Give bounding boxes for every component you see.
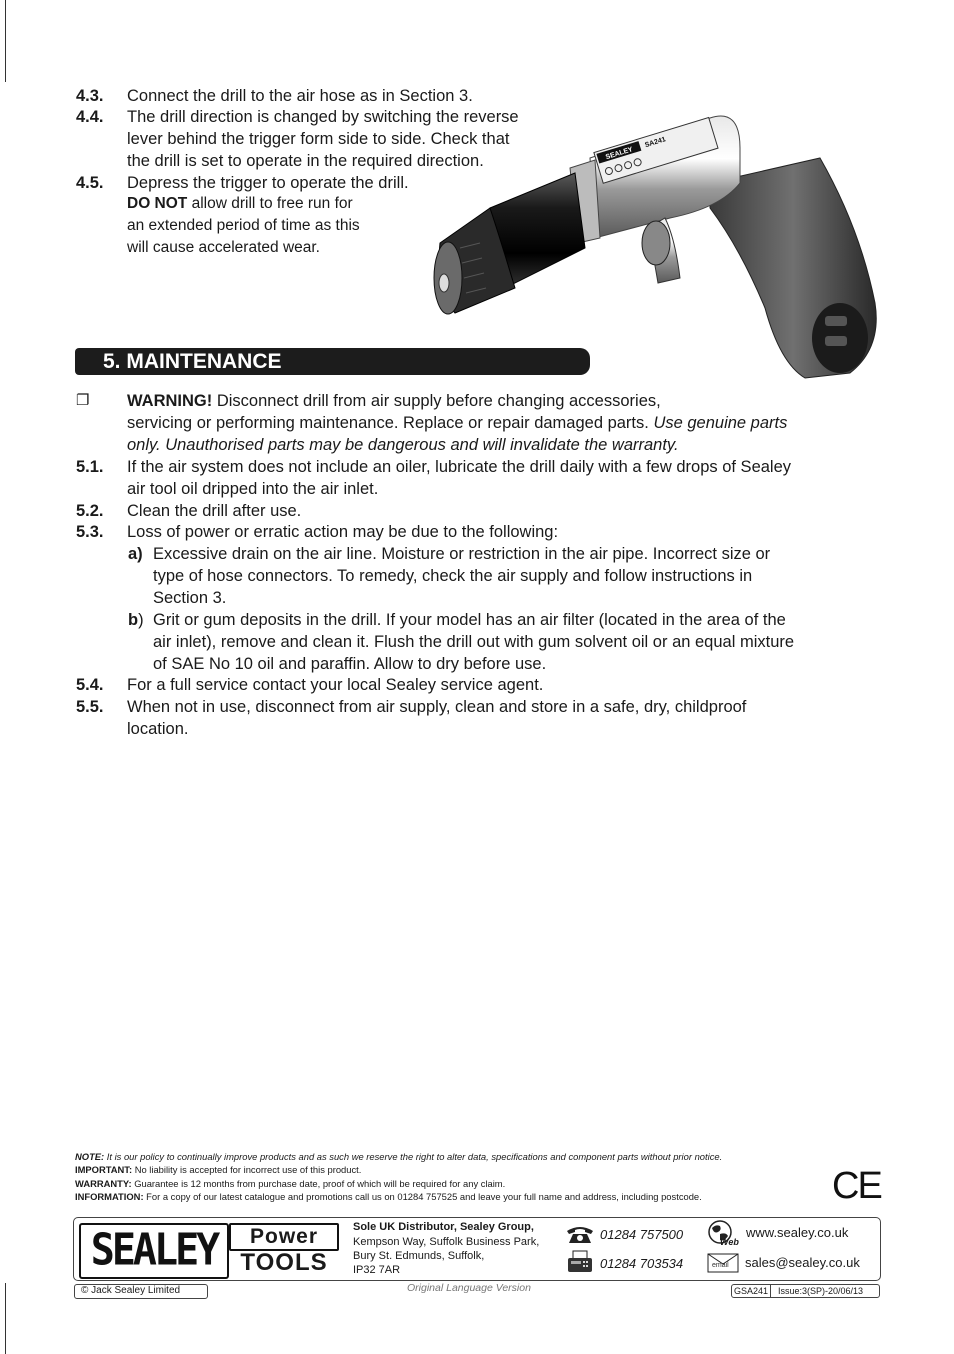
language-note: Original Language Version bbox=[407, 1282, 531, 1294]
distributor-address: Bury St. Edmunds, Suffolk, bbox=[353, 1250, 485, 1262]
checkbox-bullet-icon: ❐ bbox=[76, 392, 90, 409]
step-text: Depress the trigger to operate the drill. bbox=[127, 174, 409, 192]
doc-code-box bbox=[731, 1284, 880, 1298]
distributor-title: Sole UK Distributor, Sealey Group, bbox=[353, 1221, 534, 1233]
warning-italic-text: only. Unauthorised parts may be dangerous and will invalidate the warranty. bbox=[127, 436, 679, 454]
caution-text: allow drill to free run for bbox=[187, 195, 353, 212]
drill-model-label: SA241 bbox=[644, 136, 667, 150]
note-line bbox=[75, 1150, 722, 1163]
copyright-box bbox=[74, 1284, 208, 1299]
step-number: 4.3. bbox=[76, 87, 104, 105]
sealey-logo bbox=[79, 1223, 229, 1279]
warning-line bbox=[127, 390, 661, 412]
step-caution bbox=[127, 193, 353, 215]
substep-text: type of hose connectors. To remedy, check the air supply and follow instructions in bbox=[153, 567, 753, 585]
phone-number: 01284 757500 bbox=[600, 1227, 684, 1242]
do-not-label: DO NOT bbox=[127, 195, 188, 212]
note-label: INFORMATION: bbox=[75, 1191, 144, 1202]
email-link[interactable]: sales@sealey.co.uk bbox=[745, 1255, 860, 1270]
step-text: lever behind the trigger form side to side. Check that bbox=[127, 130, 510, 148]
email-label: email bbox=[712, 1262, 729, 1269]
step-text: If the air system does not include an oiler, lubricate the drill daily with a few drops of Sealey bbox=[127, 458, 792, 476]
fax-icon bbox=[565, 1250, 595, 1274]
step-text: When not in use, disconnect from air supply, clean and store in a safe, dry, childproof bbox=[127, 698, 747, 716]
step-text: an extended period of time as this bbox=[127, 217, 360, 234]
note-line bbox=[75, 1177, 505, 1190]
step-number: 5.2. bbox=[76, 502, 104, 520]
substep-text: Excessive drain on the air line. Moisture or restriction in the air pipe. Incorrect size or bbox=[153, 545, 771, 563]
step-number: 5.3. bbox=[76, 523, 104, 541]
step-text: the drill is set to operate in the required direction. bbox=[127, 152, 484, 170]
drill-brand-label: SEALEY bbox=[604, 146, 634, 162]
substep-label: a) bbox=[128, 545, 143, 563]
warning-italic-text: Use genuine parts bbox=[653, 414, 788, 432]
step-text: For a full service contact your local Sealey service agent. bbox=[127, 676, 544, 694]
note-text: It is our policy to continually improve products and as such we reserve the right to alter data, specifications and component parts without prior notice. bbox=[104, 1151, 723, 1162]
telephone-icon bbox=[565, 1223, 595, 1245]
warning-line bbox=[127, 412, 787, 434]
step-text: Connect the drill to the air hose as in Section 3. bbox=[127, 87, 473, 105]
note-line bbox=[75, 1163, 361, 1176]
step-number: 5.1. bbox=[76, 458, 104, 476]
substep-text: air inlet), remove and clean it. Flush the drill out with gum solvent oil or an equal mixture bbox=[153, 633, 795, 651]
note-label: WARRANTY: bbox=[75, 1178, 132, 1189]
web-label: Web bbox=[720, 1237, 739, 1247]
distributor-address: IP32 7AR bbox=[353, 1264, 401, 1276]
step-number: 5.4. bbox=[76, 676, 104, 694]
power-label: Power bbox=[249, 1225, 319, 1248]
substep-letter: b bbox=[128, 611, 139, 629]
step-text: will cause accelerated wear. bbox=[127, 239, 320, 256]
substep-text: Section 3. bbox=[153, 589, 227, 607]
step-number: 4.4. bbox=[76, 108, 104, 126]
step-text: Clean the drill after use. bbox=[127, 502, 302, 520]
step-text: Loss of power or erratic action may be due to the following: bbox=[127, 523, 559, 541]
step-number: 4.5. bbox=[76, 174, 104, 192]
section-heading-bar bbox=[75, 348, 590, 375]
issue-text: Issue:3(SP)-20/06/13 bbox=[778, 1286, 864, 1296]
step-text: location. bbox=[127, 720, 189, 738]
crop-mark bbox=[5, 1283, 6, 1354]
fax-number: 01284 703534 bbox=[600, 1256, 684, 1271]
note-text: Guarantee is 12 months from purchase date, proof of which will be required for any claim. bbox=[131, 1178, 506, 1189]
substep-paren: ) bbox=[138, 611, 144, 629]
ce-mark: CE bbox=[832, 1165, 881, 1207]
distributor-address: Kempson Way, Suffolk Business Park, bbox=[353, 1236, 540, 1248]
substep-text: of SAE No 10 oil and paraffin. Allow to dry before use. bbox=[153, 655, 547, 673]
sealey-logo-text: SEALEY bbox=[90, 1224, 218, 1276]
note-text: No liability is accepted for incorrect use of this product. bbox=[132, 1164, 362, 1175]
step-text: The drill direction is changed by switching the reverse bbox=[127, 108, 519, 126]
step-text: air tool oil dripped into the air inlet. bbox=[127, 480, 379, 498]
section-title: 5. MAINTENANCE bbox=[103, 350, 282, 373]
step-number: 5.5. bbox=[76, 698, 104, 716]
tools-label: TOOLS bbox=[240, 1249, 328, 1276]
note-line bbox=[75, 1190, 702, 1203]
copyright-text: © Jack Sealey Limited bbox=[81, 1285, 181, 1296]
power-label-box bbox=[229, 1223, 339, 1251]
note-label: IMPORTANT: bbox=[75, 1164, 133, 1175]
substep-label bbox=[128, 609, 144, 631]
note-label: NOTE: bbox=[75, 1151, 105, 1162]
warning-text: servicing or performing maintenance. Replace or repair damaged parts. bbox=[127, 414, 654, 432]
note-text: For a copy of our latest catalogue and promotions call us on 01284 757525 and leave your full name and address, including postcode. bbox=[143, 1191, 702, 1202]
crop-mark bbox=[5, 0, 6, 82]
substep-text: Grit or gum deposits in the drill. If your model has an air filter (located in the area of the bbox=[153, 611, 786, 629]
warning-text: Disconnect drill from air supply before changing accessories, bbox=[212, 392, 661, 410]
website-link[interactable]: www.sealey.co.uk bbox=[746, 1225, 849, 1240]
doc-code: GSA241 bbox=[734, 1285, 771, 1297]
warning-label: WARNING! bbox=[127, 392, 213, 410]
